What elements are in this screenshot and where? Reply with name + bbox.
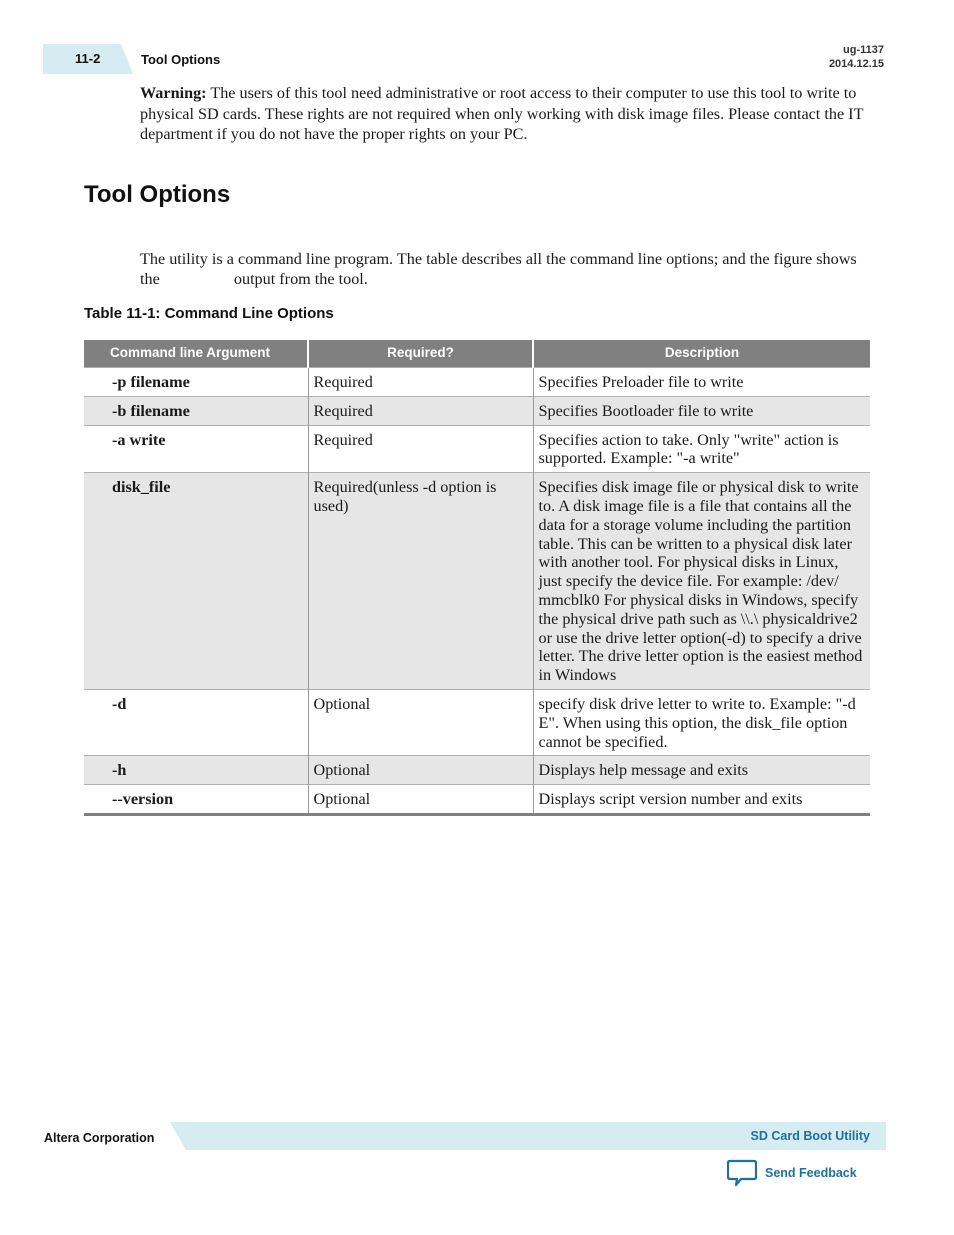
intro-paragraph [140, 250, 870, 289]
cell-argument: -p filename [84, 368, 308, 397]
cell-description: Specifies Bootloader file to write [533, 396, 870, 425]
table-header-row [84, 340, 870, 368]
table-row [84, 368, 870, 397]
doc-id: ug-1137 [843, 44, 884, 56]
cell-argument: -d [84, 689, 308, 755]
cell-required: Required [308, 368, 533, 397]
section-number: 11-2 [75, 51, 101, 66]
cell-required: Optional [308, 689, 533, 755]
table-row [84, 785, 870, 815]
table-row [84, 473, 870, 690]
column-header-argument: Command line Argument [84, 340, 308, 368]
column-header-description: Description [533, 340, 870, 368]
intro-text-part1: The utility is a command line program. The table describes all the command line options; and the figure shows the [140, 250, 857, 288]
table-caption: Table 11-1: Command Line Options [84, 305, 334, 322]
cell-description: Specifies disk image file or physical disk to write to. A disk image file is a file that contains all the data for a storage volume including the partition table. This can be written to a physical disk later with another tool. For physical disks in Linux, just specify the device file. For example: /dev/ mmcblk0 For physical disks in Windows, specify the physical drive path such as \\.\ physicaldrive2 or use the drive letter option(-d) to specify a drive letter. The drive letter option is the easiest method in Windows [533, 473, 870, 690]
cell-argument: -b filename [84, 396, 308, 425]
warning-text: The users of this tool need administrative or root access to their computer to use this tool to write to physical SD cards. These rights are not required when only working with disk image files. Please contact the IT department if you do not have the proper rights on your PC. [140, 84, 864, 143]
send-feedback-link[interactable] [727, 1158, 857, 1188]
section-heading: Tool Options [84, 181, 231, 208]
table-row [84, 689, 870, 755]
cell-description: Displays script version number and exits [533, 785, 870, 815]
cell-argument: -h [84, 756, 308, 785]
doc-id-block [829, 43, 884, 71]
command-line-options-table [84, 340, 870, 816]
doc-date: 2014.12.15 [828, 58, 884, 70]
cell-description: Specifies Preloader file to write [533, 368, 870, 397]
cell-description: specify disk drive letter to write to. Example: "-d E". When using this option, the disk_file option cannot be specified. [533, 689, 870, 755]
cell-required: Optional [308, 756, 533, 785]
footer-company: Altera Corporation [44, 1131, 155, 1145]
table-row [84, 396, 870, 425]
intro-text-part2: output from the tool. [233, 269, 368, 288]
footer-doc-title-link[interactable]: SD Card Boot Utility [750, 1129, 870, 1143]
cell-argument: disk_file [84, 473, 308, 690]
speech-bubble-icon [727, 1159, 757, 1187]
cell-argument: --version [84, 785, 308, 815]
warning-paragraph [140, 83, 870, 145]
cell-required: Required [308, 396, 533, 425]
cell-required: Required(unless -d option is used) [308, 473, 533, 690]
column-header-required: Required? [308, 340, 533, 368]
warning-label: Warning: [140, 84, 207, 102]
cell-required: Required [308, 425, 533, 473]
send-feedback-label: Send Feedback [765, 1166, 857, 1180]
table-row [84, 425, 870, 473]
cell-description: Displays help message and exits [533, 756, 870, 785]
table-row [84, 756, 870, 785]
cell-description: Specifies action to take. Only "write" action is supported. Example: "-a write" [533, 425, 870, 473]
cell-required: Optional [308, 785, 533, 815]
header-section-title: Tool Options [141, 52, 221, 67]
cell-argument: -a write [84, 425, 308, 473]
